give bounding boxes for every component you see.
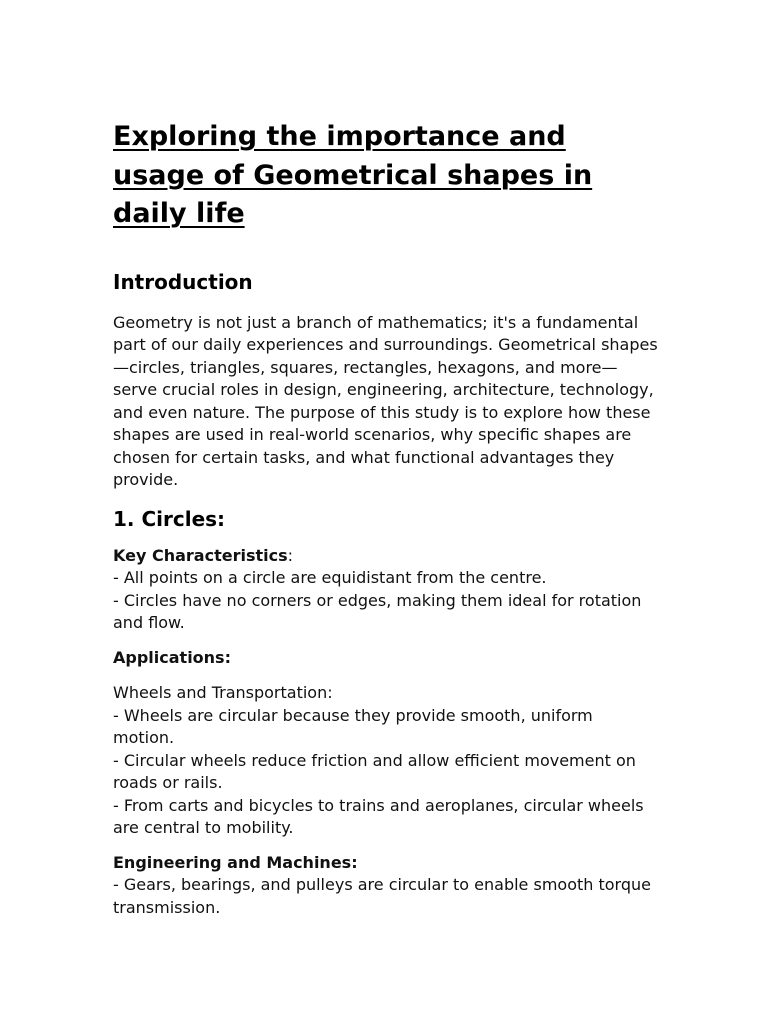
document-title: Exploring the importance and usage of Geometrical shapes in daily life xyxy=(113,121,593,229)
key-characteristics-block xyxy=(113,545,658,635)
wheels-block xyxy=(113,682,658,840)
wheels-point: - Wheels are circular because they provide smooth, uniform motion. xyxy=(113,705,593,747)
wheels-point: - Circular wheels reduce friction and allow efficient movement on roads or rails. xyxy=(113,750,636,792)
applications-label: Applications: xyxy=(113,647,231,667)
key-point: - All points on a circle are equidistant from the centre. xyxy=(113,568,547,587)
introduction-paragraph: Geometry is not just a branch of mathematics; it's a fundamental part of our daily experiences and surroundings. Geometrical shapes—circles, triangles, squares, rectangles, hexagons, and more—serve crucial roles in design, engineering, architecture, technology, and even nature. The purpose of this study is to explore how these shapes are used in real-world scenarios, why specific shapes are chosen for certain tasks, and what functional advantages they provide. xyxy=(113,312,658,489)
key-point: - Circles have no corners or edges, making them ideal for rotation and flow. xyxy=(113,590,642,632)
document-page xyxy=(113,118,673,919)
engineering-point: - Gears, bearings, and pulleys are circular to enable smooth torque transmission. xyxy=(113,875,651,917)
circles-heading: 1. Circles: xyxy=(113,506,226,531)
wheels-point: - From carts and bicycles to trains and aeroplanes, circular wheels are central to mobility. xyxy=(113,795,644,837)
engineering-label: Engineering and Machines: xyxy=(113,852,358,872)
key-characteristics-label: Key Characteristics xyxy=(113,545,288,565)
key-characteristics-title-line xyxy=(113,545,658,568)
key-characteristics-colon: : xyxy=(287,545,293,565)
introduction-heading: Introduction xyxy=(113,269,253,294)
engineering-block xyxy=(113,852,658,920)
wheels-label: Wheels and Transportation: xyxy=(113,683,333,702)
